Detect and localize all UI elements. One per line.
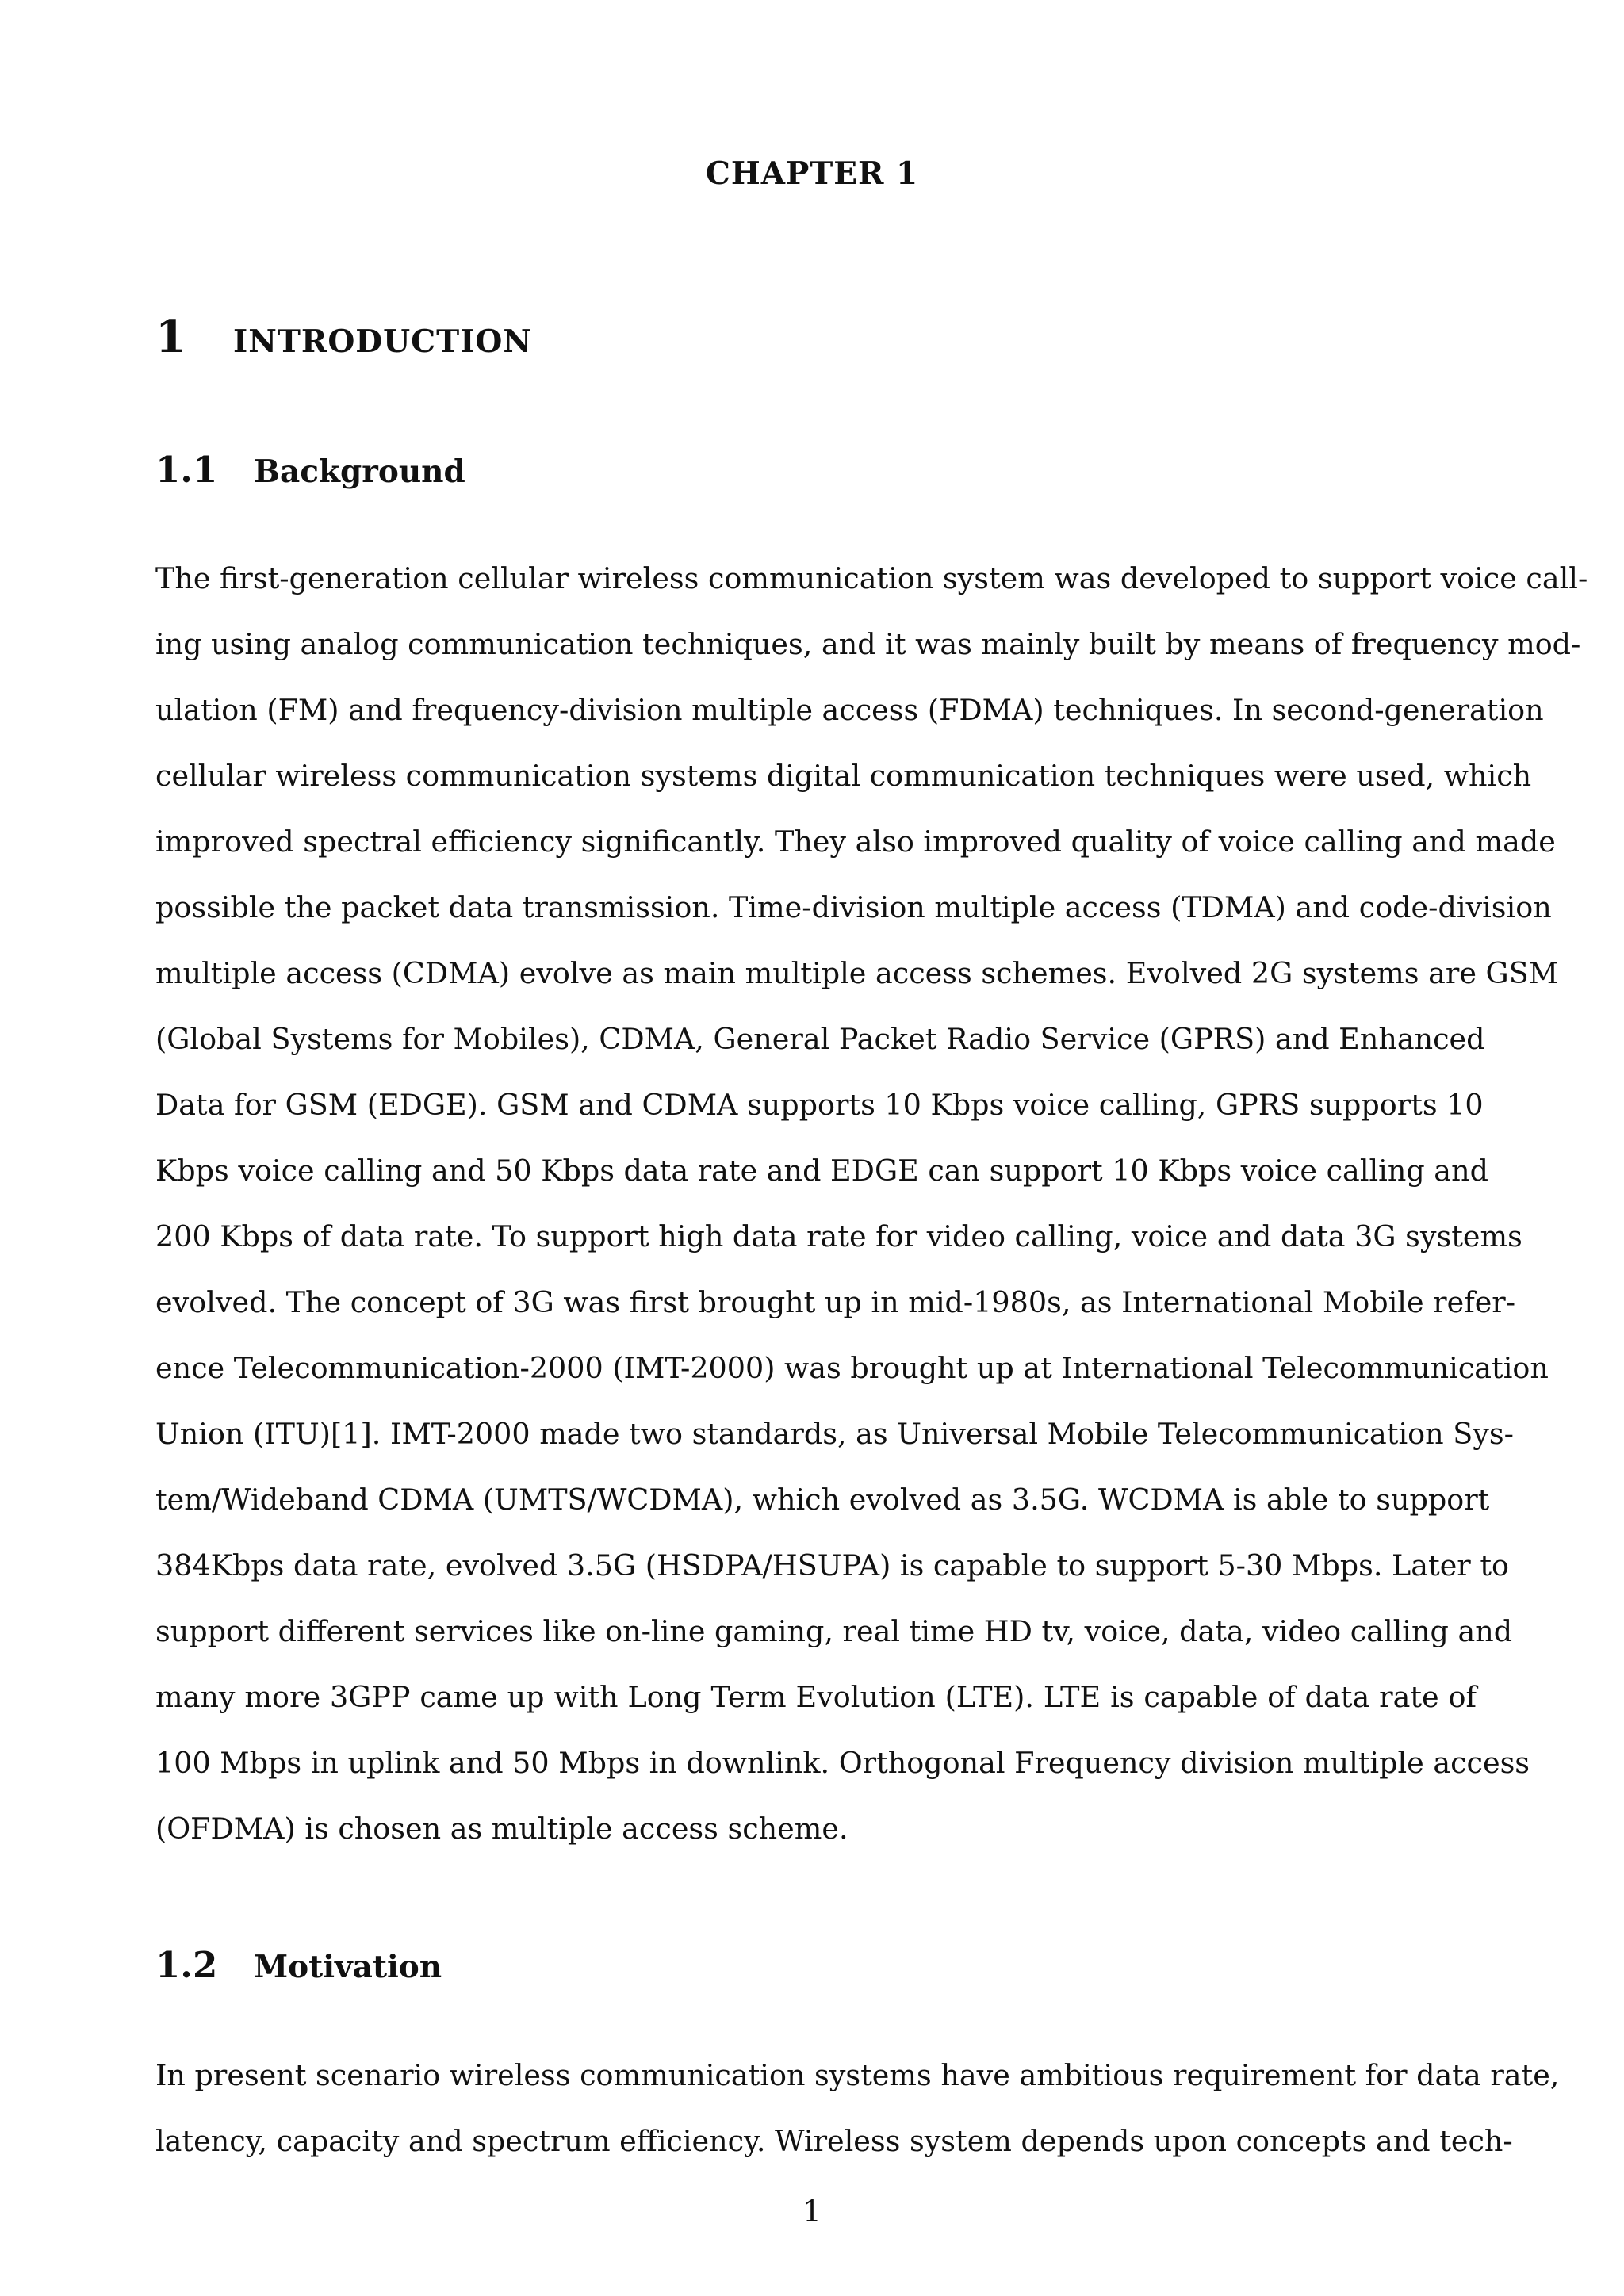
motivation-paragraph: [155, 2042, 1560, 2174]
paragraph-line: (Global Systems for Mobiles), CDMA, General Packet Radio Service (GPRS) and Enhanced: [155, 1022, 1485, 1056]
paragraph-line: improved spectral efficiency significantly. They also improved quality of voice calling and made: [155, 825, 1556, 859]
chapter-label: CHAPTER 1: [705, 155, 919, 192]
chapter-heading-number: 1: [155, 311, 186, 363]
paragraph-line: possible the packet data transmission. Time-division multiple access (TDMA) and code-division: [155, 890, 1552, 924]
paragraph-line: 200 Kbps of data rate. To support high data rate for video calling, voice and data 3G systems: [155, 1219, 1522, 1253]
section-heading-motivation: [155, 1944, 442, 1986]
paragraph-line: 100 Mbps in uplink and 50 Mbps in downlink. Orthogonal Frequency division multiple access: [155, 1746, 1530, 1780]
section-heading-background: [155, 449, 465, 491]
paragraph-line: tem/Wideband CDMA (UMTS/WCDMA), which evolved as 3.5G. WCDMA is able to support: [155, 1483, 1490, 1517]
paragraph-line: ence Telecommunication-2000 (IMT-2000) was brought up at International Telecommunication: [155, 1351, 1549, 1385]
section-title: Background: [254, 453, 465, 490]
chapter-heading-title: INTRODUCTION: [233, 323, 533, 360]
paragraph-line: many more 3GPP came up with Long Term Evolution (LTE). LTE is capable of data rate of: [155, 1680, 1477, 1714]
paragraph-line: (OFDMA) is chosen as multiple access scheme.: [155, 1812, 848, 1846]
paragraph-line: support different services like on-line gaming, real time HD tv, voice, data, video calling and: [155, 1614, 1513, 1648]
paragraph-line: multiple access (CDMA) evolve as main multiple access schemes. Evolved 2G systems are GSM: [155, 956, 1559, 990]
background-paragraph: [155, 545, 1588, 1862]
page-number: 1: [802, 2195, 822, 2229]
paragraph-line: Data for GSM (EDGE). GSM and CDMA supports 10 Kbps voice calling, GPRS supports 10: [155, 1088, 1484, 1122]
paragraph-line: Union (ITU)[1]. IMT-2000 made two standards, as Universal Mobile Telecommunication Sys-: [155, 1417, 1514, 1451]
paragraph-line: evolved. The concept of 3G was first brought up in mid-1980s, as International Mobile refer-: [155, 1285, 1516, 1319]
paragraph-line: cellular wireless communication systems digital communication techniques were used, which: [155, 759, 1532, 793]
section-number: 1.1: [155, 449, 218, 491]
paragraph-line: Kbps voice calling and 50 Kbps data rate and EDGE can support 10 Kbps voice calling and: [155, 1154, 1488, 1188]
paragraph-line: latency, capacity and spectrum efficiency. Wireless system depends upon concepts and tech-: [155, 2124, 1513, 2158]
paragraph-line: 384Kbps data rate, evolved 3.5G (HSDPA/HSUPA) is capable to support 5-30 Mbps. Later to: [155, 1548, 1509, 1582]
section-title: Motivation: [254, 1949, 442, 1985]
paragraph-line: ing using analog communication techniques, and it was mainly built by means of frequency mod-: [155, 627, 1581, 661]
paragraph-line: In present scenario wireless communication systems have ambitious requirement for data rate,: [155, 2058, 1560, 2092]
section-number: 1.2: [155, 1944, 218, 1986]
chapter-heading: [155, 311, 532, 363]
paragraph-line: The first-generation cellular wireless communication system was developed to support voice call-: [155, 561, 1588, 595]
paragraph-line: ulation (FM) and frequency-division multiple access (FDMA) techniques. In second-generation: [155, 693, 1544, 727]
